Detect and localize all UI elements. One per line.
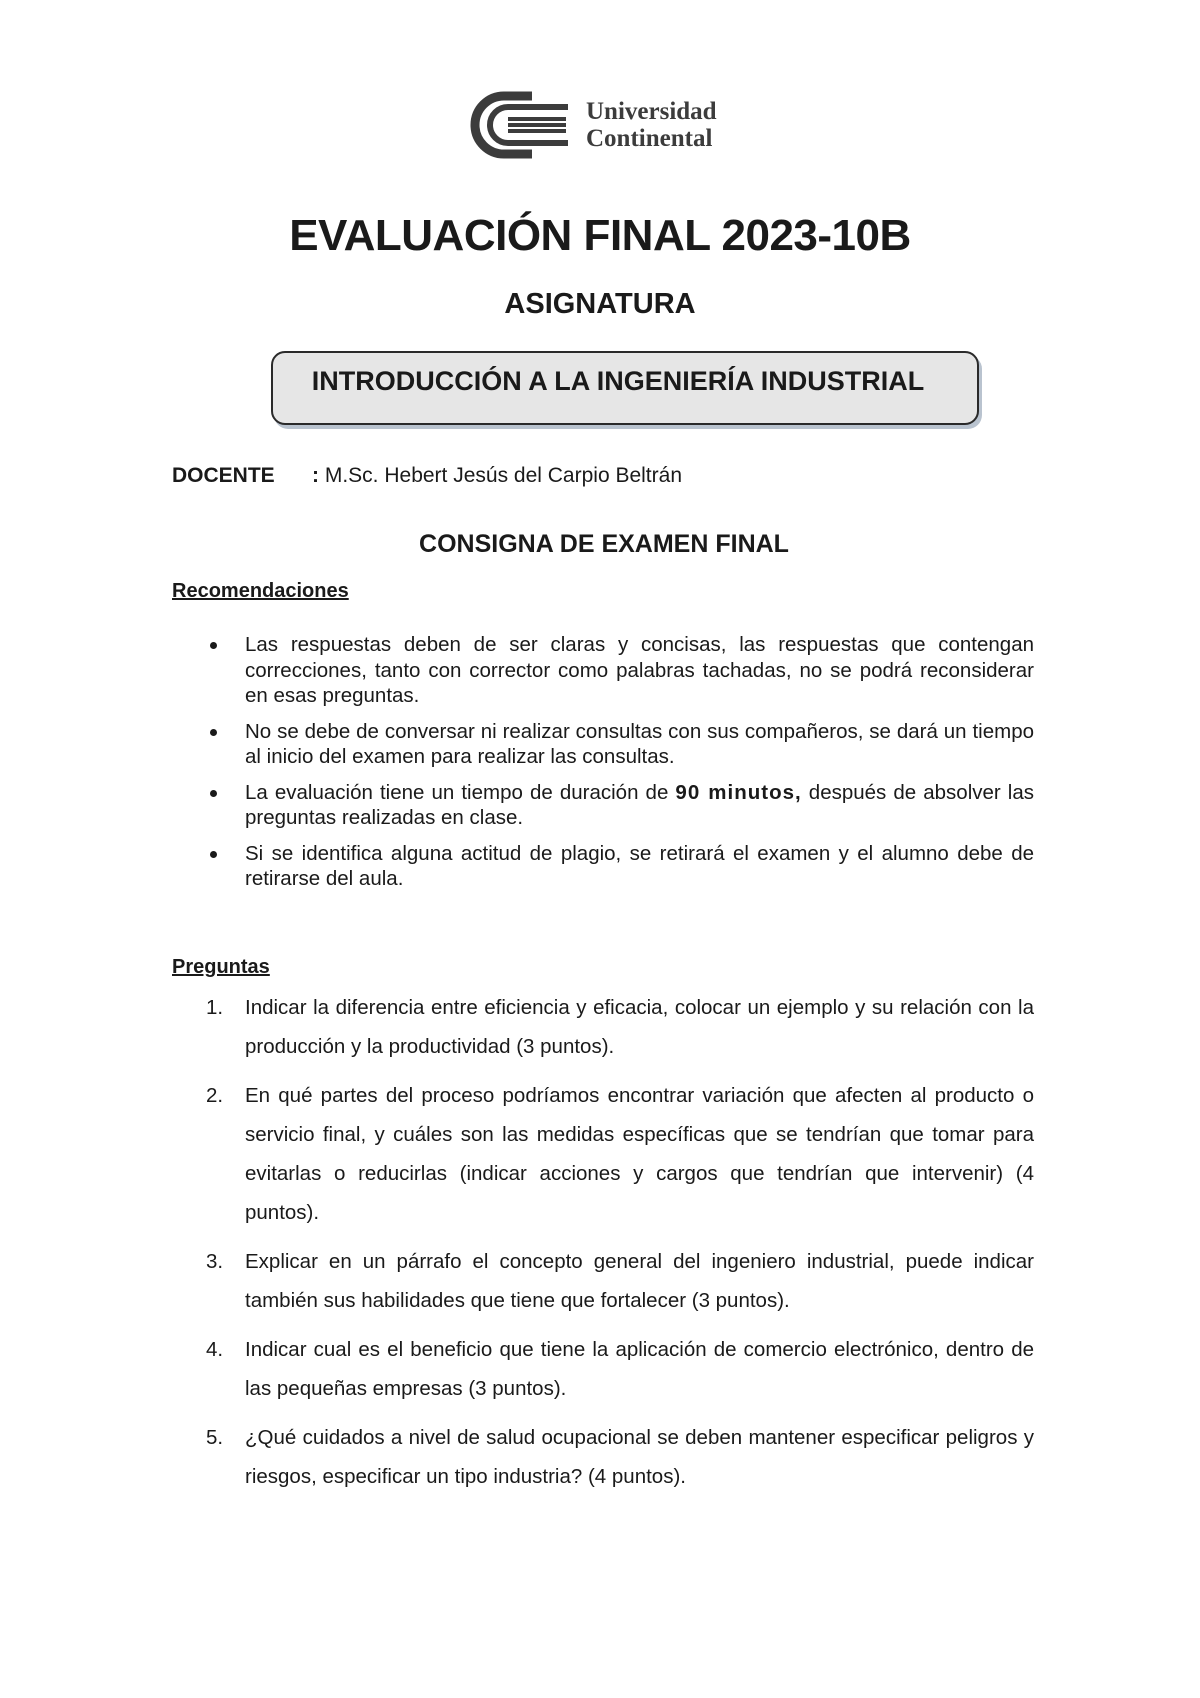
question-text: Indicar cual es el beneficio que tiene la aplicación de comercio electrónico, dentro de las pequeñas empresas (3 puntos).: [245, 1338, 1034, 1400]
list-item: Las respuestas deben de ser claras y concisas, las respuestas que contengan correcciones, tanto con corrector como palabras tachadas, no se podrá reconsiderar en esas preguntas.: [172, 632, 1034, 709]
course-name: INTRODUCCIÓN A LA INGENIERÍA INDUSTRIAL: [311, 366, 925, 396]
duration-emphasis: 90 minutos,: [675, 780, 802, 804]
question-item: [172, 1242, 1034, 1320]
bullet-icon: [210, 851, 217, 858]
docente-line: [172, 462, 682, 490]
university-logo: [468, 86, 740, 166]
docente-value: M.Sc. Hebert Jesús del Carpio Beltrán: [324, 464, 682, 487]
docente-colon: :: [312, 464, 319, 487]
docente-label: DOCENTE: [172, 464, 275, 487]
question-number: 1.: [206, 996, 224, 1019]
bullet-icon: [210, 729, 217, 736]
question-number: 5.: [206, 1426, 224, 1449]
preguntas-heading: Preguntas: [172, 956, 270, 978]
preguntas-list: [172, 988, 1034, 1506]
question-item: [172, 1330, 1034, 1408]
page-title: EVALUACIÓN FINAL 2023-10B: [289, 211, 911, 260]
question-number: 2.: [206, 1084, 224, 1107]
university-logo-wordmark: [586, 98, 717, 152]
consigna-heading: CONSIGNA DE EXAMEN FINAL: [419, 530, 789, 558]
question-item: [172, 1418, 1034, 1496]
logo-line-2: Continental: [586, 125, 713, 152]
logo-line-1: Universidad: [586, 98, 717, 125]
list-item: No se debe de conversar ni realizar consultas con sus compañeros, se dará un tiempo al inicio del examen para realizar las consultas.: [172, 719, 1034, 770]
question-text: Indicar la diferencia entre eficiencia y eficacia, colocar un ejemplo y su relación con la producción y la productividad (3 puntos).: [245, 996, 1034, 1058]
recomendaciones-list: [172, 632, 1034, 902]
question-text: En qué partes del proceso podríamos encontrar variación que afecten al producto o servicio final, y cuáles son las medidas específicas que se tendrían que tomar para evitarlas o reducirlas (indicar acciones y cargos que tendrían que intervenir) (4 puntos).: [245, 1084, 1034, 1224]
question-number: 4.: [206, 1338, 224, 1361]
subtitle: ASIGNATURA: [504, 288, 696, 320]
list-item: Si se identifica alguna actitud de plagio, se retirará el examen y el alumno debe de retirarse del aula.: [172, 841, 1034, 892]
bullet-icon: [210, 790, 217, 797]
recomendaciones-heading: Recomendaciones: [172, 580, 349, 602]
course-box: [271, 351, 979, 425]
list-item: La evaluación tiene un tiempo de duración de 90 minutos, después de absolver las preguntas realizadas en clase.: [172, 780, 1034, 831]
question-item: [172, 988, 1034, 1066]
question-text: ¿Qué cuidados a nivel de salud ocupacional se deben mantener especificar peligros y riesgos, especificar un tipo industria? (4 puntos).: [245, 1426, 1034, 1488]
question-item: [172, 1076, 1034, 1232]
bullet-icon: [210, 642, 217, 649]
university-logo-icon: [468, 90, 572, 160]
question-number: 3.: [206, 1250, 224, 1273]
question-text: Explicar en un párrafo el concepto general del ingeniero industrial, puede indicar también sus habilidades que tiene que fortalecer (3 puntos).: [245, 1250, 1034, 1312]
